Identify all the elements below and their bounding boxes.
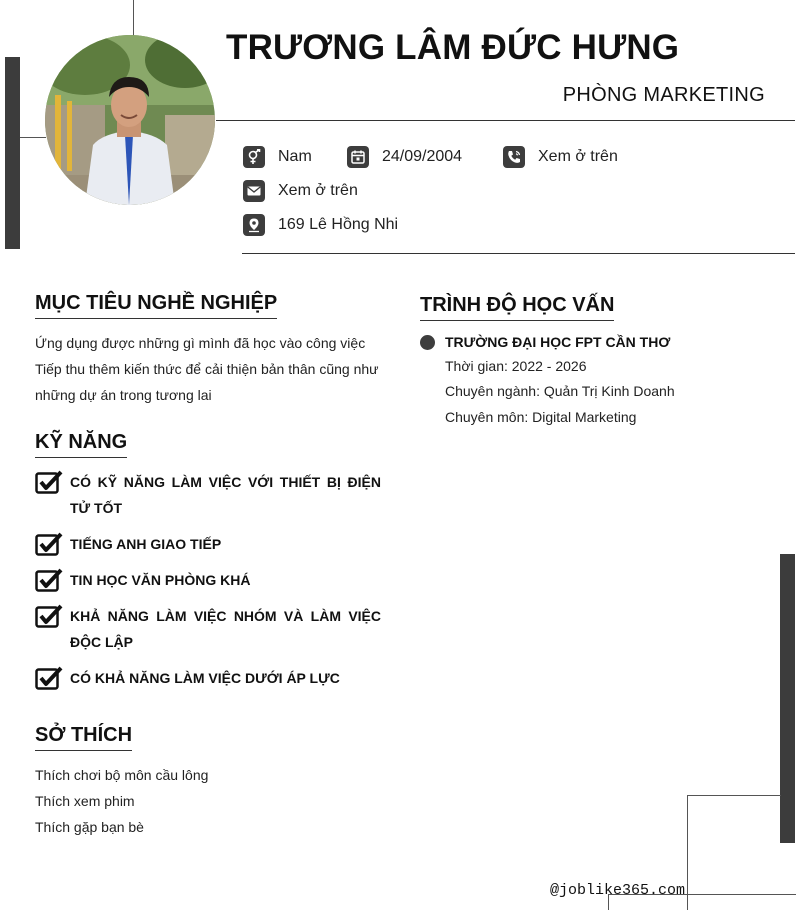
skill-text: KHẢ NĂNG LÀM VIỆC NHÓM VÀ LÀM VIỆC ĐỘC LẬP (70, 608, 381, 650)
education-bullet (420, 335, 435, 350)
skill-text: TIN HỌC VĂN PHÒNG KHÁ (70, 572, 251, 588)
objective-line: Ứng dụng được những gì mình đã học vào công việc (35, 335, 366, 351)
calendar-icon (347, 146, 369, 168)
address-value: 169 Lê Hồng Nhi (278, 216, 399, 233)
skill-text: TIẾNG ANH GIAO TIẾP (70, 536, 222, 552)
gender-icon (243, 146, 265, 168)
gender-field (243, 146, 312, 168)
skill-text: CÓ KỸ NĂNG LÀM VIỆC VỚI THIẾT BỊ ĐIỆN TỬ TỐT (70, 474, 381, 516)
top-divider-line (133, 0, 134, 36)
birthday-value: 24/09/2004 (382, 148, 463, 165)
candidate-name: TRƯƠNG LÂM ĐỨC HƯNG (226, 28, 680, 67)
hobby-item: Thích chơi bộ môn cầu lông (35, 767, 209, 783)
phone-value[interactable]: Xem ở trên (538, 148, 618, 165)
watermark: @joblike365.com (550, 882, 686, 899)
location-icon (243, 214, 265, 236)
bottom-corner-frame (687, 795, 781, 910)
education-heading: TRÌNH ĐỘ HỌC VẤN (420, 294, 614, 321)
checkbox-checked-icon (35, 532, 63, 556)
phone-icon (503, 146, 525, 168)
phone-field (503, 146, 618, 168)
department-title: PHÒNG MARKETING (562, 84, 765, 106)
address-field (243, 214, 398, 236)
birthday-field (347, 146, 462, 168)
hobby-item: Thích xem phim (35, 793, 135, 809)
hobby-item: Thích gặp bạn bè (35, 819, 144, 835)
skill-item (35, 469, 381, 521)
education-specialization: Chuyên môn: Digital Marketing (445, 409, 637, 425)
education-period: Thời gian: 2022 - 2026 (445, 358, 587, 374)
email-value[interactable]: Xem ở trên (278, 182, 358, 199)
email-field (243, 180, 358, 202)
hobbies-heading: SỞ THÍCH (35, 724, 132, 751)
skill-text: CÓ KHẢ NĂNG LÀM VIỆC DƯỚI ÁP LỰC (70, 670, 340, 686)
skill-item (35, 665, 381, 691)
mail-icon (243, 180, 265, 202)
gender-value: Nam (278, 148, 312, 165)
school-name: TRƯỜNG ĐẠI HỌC FPT CẦN THƠ (445, 334, 671, 350)
checkbox-checked-icon (35, 470, 63, 494)
checkbox-checked-icon (35, 604, 63, 628)
objective-text (35, 330, 379, 408)
checkbox-checked-icon (35, 568, 63, 592)
avatar (45, 35, 215, 205)
objective-line: những dự án trong tương lai (35, 387, 212, 403)
hobbies-list (35, 762, 208, 840)
right-accent-bar (780, 554, 795, 843)
skill-item (35, 531, 381, 557)
checkbox-checked-icon (35, 666, 63, 690)
skills-heading: KỸ NĂNG (35, 431, 127, 458)
header-divider-bottom (242, 253, 795, 254)
objective-line: Tiếp thu thêm kiến thức để cải thiện bản thân cũng như (35, 361, 379, 377)
header-divider-top (216, 120, 795, 121)
objective-heading: MỤC TIÊU NGHỀ NGHIỆP (35, 292, 277, 319)
skill-item (35, 603, 381, 655)
skill-item (35, 567, 381, 593)
education-major: Chuyên ngành: Quản Trị Kinh Doanh (445, 383, 675, 399)
avatar-connector-line (20, 137, 46, 138)
left-accent-bar (5, 57, 20, 249)
